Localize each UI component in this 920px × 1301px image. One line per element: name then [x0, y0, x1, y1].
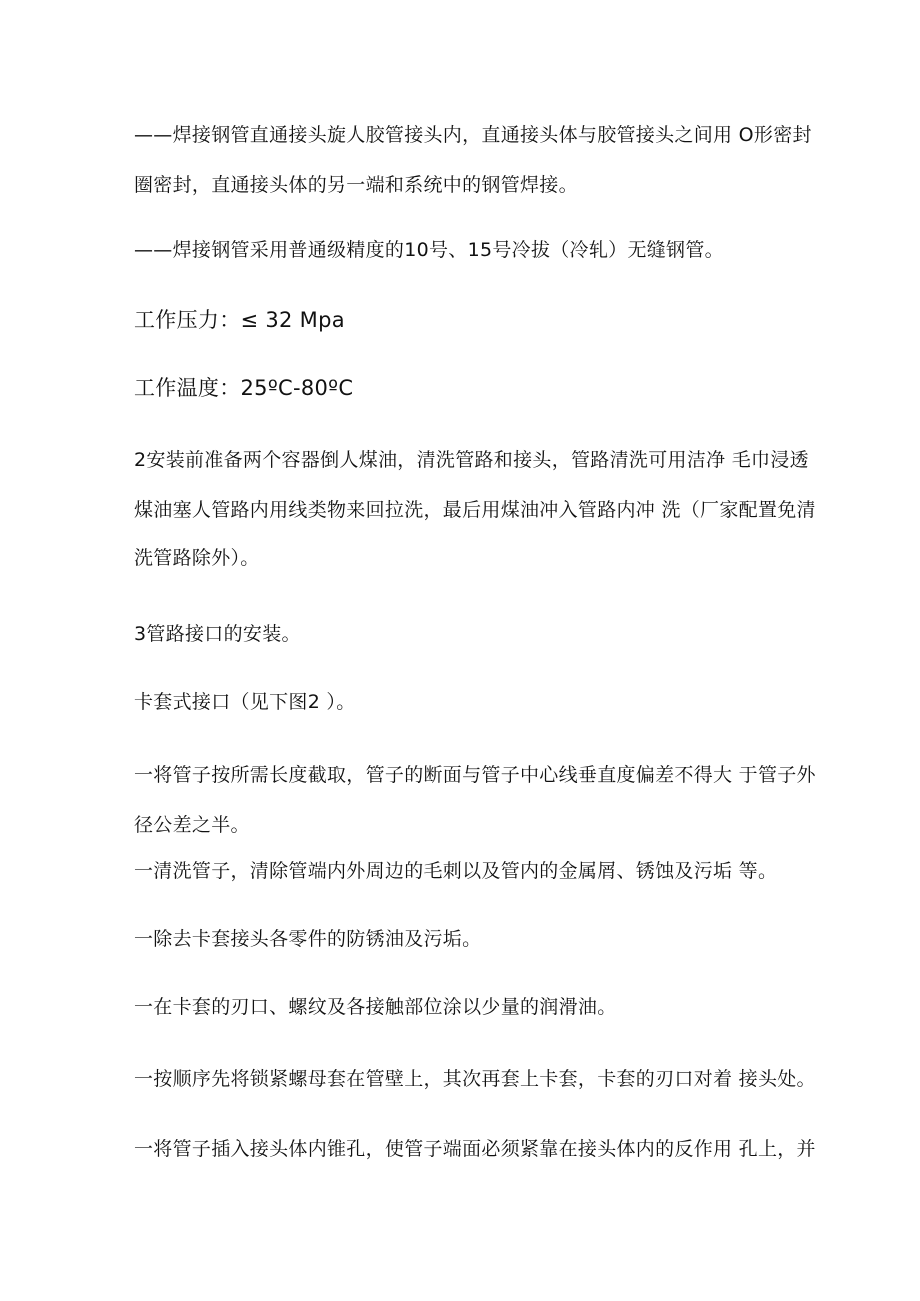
paragraph-step-2: 2安装前准备两个容器倒人煤油，清洗管路和接头，管路清洗可用洁净 毛巾浸透 [134, 449, 809, 471]
working-pressure: 工作压力：≤ 32 Mpa [134, 308, 345, 332]
list-item-cut-pipe-cont: 径公差之半。 [134, 814, 250, 836]
paragraph-welded-pipe-connector: ——焊接钢管直通接头旋人胶管接头内，直通接头体与胶管接头之间用 O形密封 [134, 124, 812, 146]
list-item-assembly-order: 一按顺序先将锁紧螺母套在管壁上，其次再套上卡套，卡套的刃口对着 接头处。 [134, 1068, 816, 1090]
paragraph-step-2-end: 洗管路除外）。 [134, 547, 260, 569]
list-item-remove-oil: 一除去卡套接头各零件的防锈油及污垢。 [134, 928, 482, 950]
list-item-clean-pipe: 一清洗管子，清除管端内外周边的毛刺以及管内的金属屑、锈蚀及污垢 等。 [134, 860, 778, 882]
paragraph-step-2-cont: 煤油塞人管路内用线类物来回拉洗，最后用煤油冲入管路内冲 洗（厂家配置免清 [134, 499, 816, 521]
list-item-insert-pipe: 一将管子插入接头体内锥孔，使管子端面必须紧靠在接头体内的反作用 孔上，并 [134, 1138, 816, 1160]
ferrule-connector-heading: 卡套式接口（见下图2 ）。 [134, 691, 356, 713]
working-temperature: 工作温度：25ºC-80ºC [134, 376, 354, 400]
paragraph-seamless-pipe-spec: ——焊接钢管采用普通级精度的10号、15号冷拔（冷轧）无缝钢管。 [134, 239, 724, 261]
list-item-lubricate: 一在卡套的刃口、螺纹及各接触部位涂以少量的润滑油。 [134, 996, 617, 1018]
list-item-cut-pipe: 一将管子按所需长度截取，管子的断面与管子中心线垂直度偏差不得大 于管子外 [134, 764, 816, 786]
heading-step-3: 3管路接口的安装。 [134, 623, 301, 645]
paragraph-welded-pipe-connector-cont: 圈密封，直通接头体的另一端和系统中的钢管焊接。 [134, 174, 578, 196]
